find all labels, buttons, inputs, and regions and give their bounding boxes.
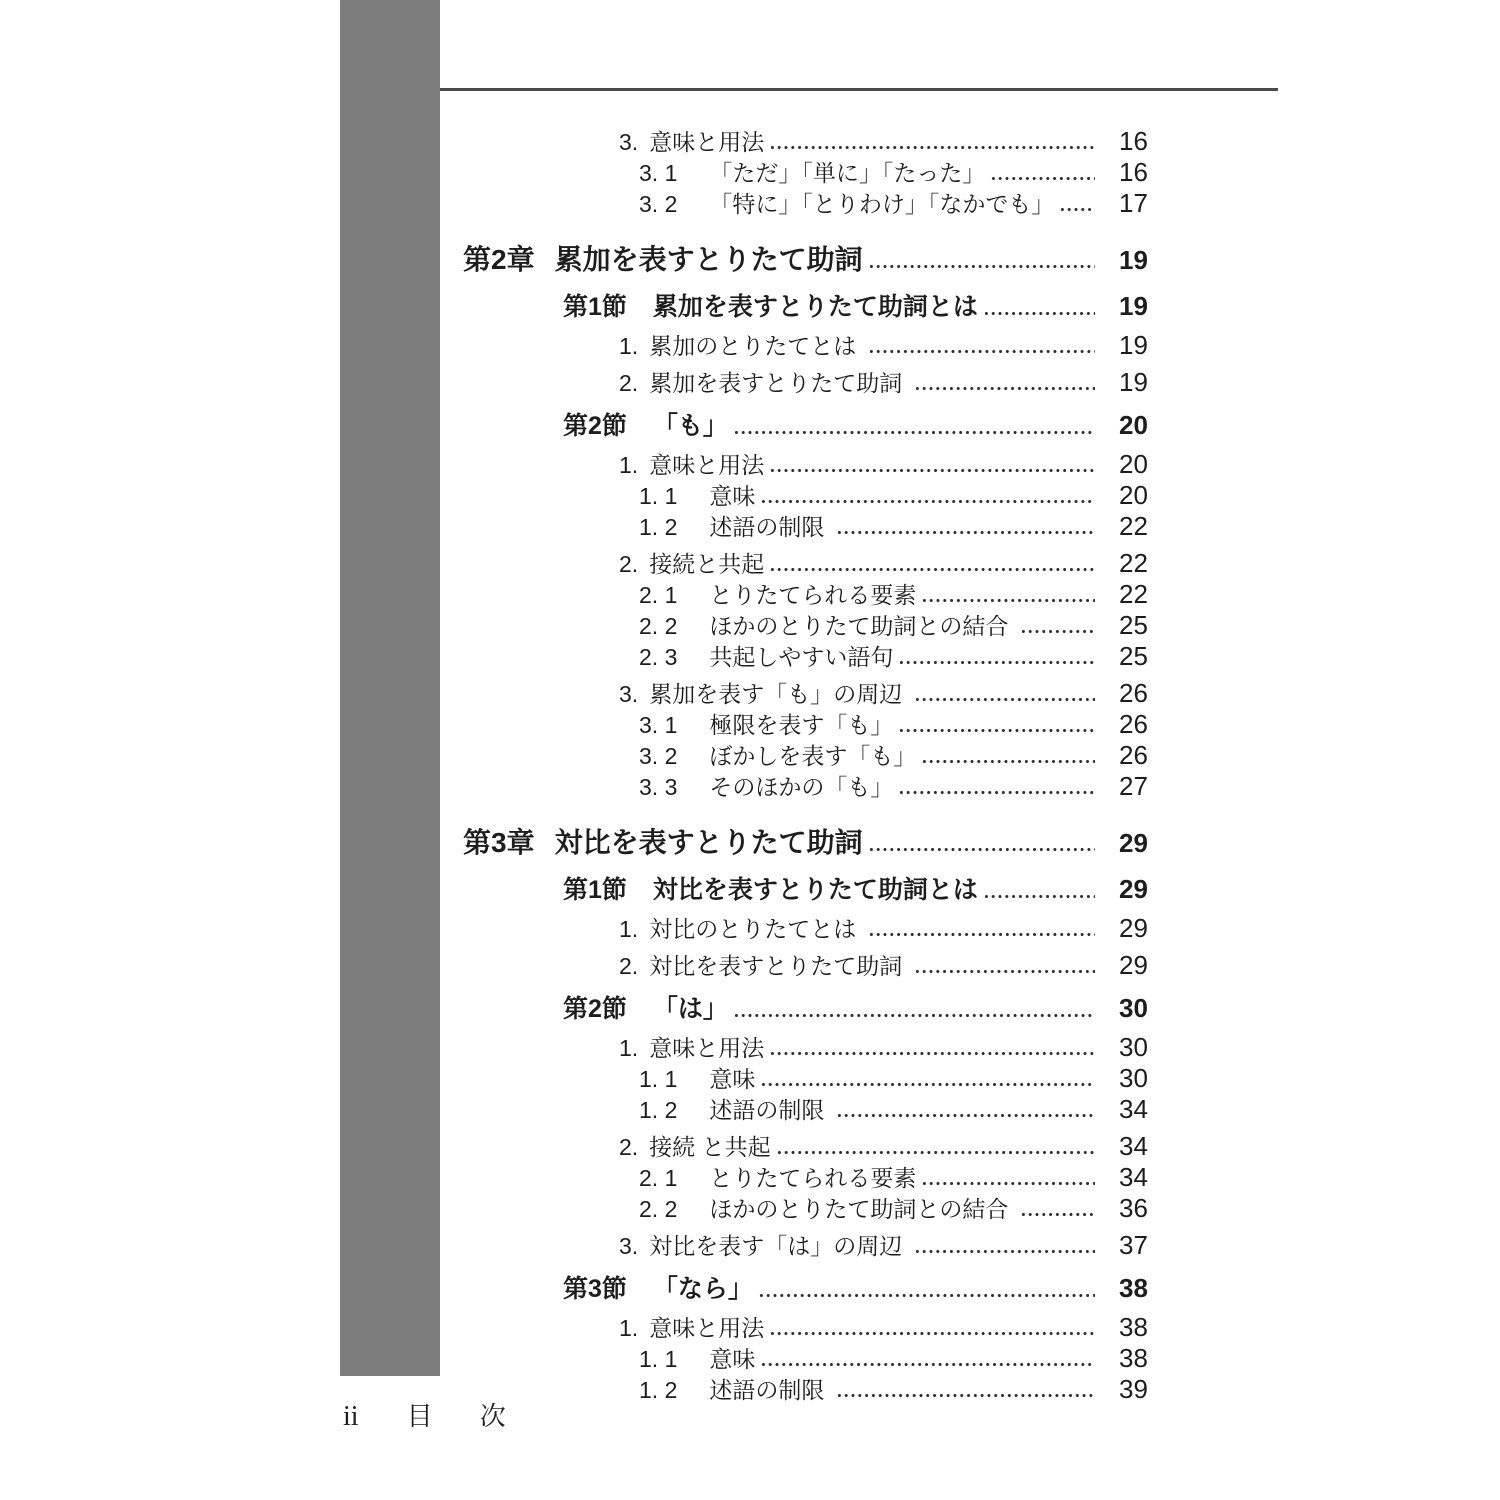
- toc-entry-number: 第1節: [563, 293, 627, 321]
- toc-entry: [463, 991, 1157, 1026]
- dot-leader: [914, 1230, 1095, 1261]
- toc-entry-page-number: 38: [1119, 1312, 1148, 1342]
- dot-leader: [769, 548, 1095, 579]
- toc-entry-title: 累加のとりたてとは: [649, 333, 863, 359]
- toc-entry-title: ぼかしを表す「も」: [709, 743, 917, 769]
- toc-entry-page-number: 30: [1119, 1063, 1148, 1093]
- toc-entry-page-number: 30: [1119, 1032, 1148, 1062]
- toc-entry-page-number: 29: [1119, 913, 1148, 943]
- dot-leader: [776, 1131, 1095, 1162]
- toc-entry: [463, 126, 1157, 157]
- footer-section-title: 目 次: [406, 1401, 526, 1431]
- dot-leader: [836, 1094, 1095, 1125]
- toc-entry-number: 2. 2: [639, 613, 678, 639]
- dot-leader: [733, 991, 1095, 1026]
- toc-entry-title: ほかのとりたて助詞との結合: [709, 1196, 1015, 1222]
- dot-leader: [769, 449, 1095, 480]
- toc-entry-title: 対比を表すとりたて助詞: [649, 953, 909, 979]
- toc-entry-page-number: 26: [1119, 678, 1148, 708]
- toc-entry: [463, 1374, 1157, 1405]
- toc-entry-page-number: 37: [1119, 1230, 1148, 1260]
- toc-entry-page-number: 26: [1119, 709, 1148, 739]
- toc-entry-page-number: 29: [1119, 874, 1148, 904]
- dot-leader: [868, 241, 1095, 279]
- toc-entry-page-number: 19: [1119, 291, 1148, 321]
- toc-entry-number: 1.: [619, 1035, 639, 1061]
- toc-entry-page-number: 38: [1119, 1343, 1148, 1373]
- header-rule: [440, 88, 1278, 91]
- dot-leader: [760, 480, 1095, 511]
- toc-entry: [463, 1032, 1157, 1063]
- toc-entry: [463, 1063, 1157, 1094]
- toc-entry-page-number: 29: [1119, 828, 1148, 858]
- toc-entry-page-number: 34: [1119, 1094, 1148, 1124]
- toc-entry-title: 接続 と共起: [649, 1134, 771, 1160]
- toc-entry-title: 接続と共起: [649, 551, 765, 577]
- toc-entry-page-number: 26: [1119, 740, 1148, 770]
- toc-entry: [463, 1343, 1157, 1374]
- toc-entry-page-number: 20: [1119, 449, 1148, 479]
- toc-entry-number: 第2章: [463, 244, 535, 275]
- toc-entry-page-number: 20: [1119, 480, 1148, 510]
- toc-entry-number: 3. 1: [639, 712, 678, 738]
- toc-entry-title: 意味: [709, 1346, 756, 1372]
- toc-entry-number: 3.: [619, 1233, 639, 1259]
- toc-entry: [463, 449, 1157, 480]
- toc-entry-page-number: 38: [1119, 1273, 1148, 1303]
- toc-entry-title: 「特に」「とりわけ」「なかでも」: [709, 191, 1055, 217]
- toc-entry-title: 「も」: [652, 412, 728, 440]
- toc-entry-title: 累加を表すとりたて助詞とは: [652, 293, 978, 321]
- toc-entry-title: 意味と用法: [649, 452, 765, 478]
- dot-leader: [921, 740, 1095, 771]
- toc-entry-page-number: 25: [1119, 610, 1148, 640]
- toc-entry-number: 2.: [619, 953, 639, 979]
- toc-entry: [463, 1131, 1157, 1162]
- toc-entry-number: 2.: [619, 1134, 639, 1160]
- toc-entry-title: 述語の制限: [709, 514, 831, 540]
- dot-leader: [769, 1312, 1095, 1343]
- toc-entry-number: 第3節: [563, 1275, 627, 1303]
- toc-entry: [463, 1162, 1157, 1193]
- toc-entry-title: 述語の制限: [709, 1377, 831, 1403]
- toc-entry-title: 累加を表すとりたて助詞: [649, 370, 909, 396]
- toc-entry-page-number: 39: [1119, 1374, 1148, 1404]
- toc-entry-title: 意味: [709, 1066, 756, 1092]
- dot-leader: [836, 1374, 1095, 1405]
- toc-entry-number: 1. 2: [639, 514, 678, 540]
- toc-entry-title: 共起しやすい語句: [709, 644, 894, 670]
- dot-leader: [914, 367, 1095, 398]
- toc-entry: [463, 1230, 1157, 1261]
- toc-entry-title: 「なら」: [652, 1275, 753, 1303]
- toc-entry: [463, 241, 1157, 279]
- toc-entry-number: 2. 2: [639, 1196, 678, 1222]
- toc-entry: [463, 1193, 1157, 1224]
- toc-entry-page-number: 22: [1119, 579, 1148, 609]
- toc-entry-number: 1. 1: [639, 1066, 678, 1092]
- toc-entry-page-number: 17: [1119, 188, 1148, 218]
- toc-entry-number: 3.: [619, 681, 639, 707]
- toc-entry-title: 対比を表すとりたて助詞: [554, 827, 863, 858]
- toc-entry-title: 対比を表すとりたて助詞とは: [652, 876, 978, 904]
- dot-leader: [758, 1271, 1095, 1306]
- toc-entry-page-number: 29: [1119, 950, 1148, 980]
- dot-leader: [983, 289, 1095, 324]
- toc-entry-title: 意味と用法: [649, 1315, 765, 1341]
- toc-entry-title: 意味: [709, 483, 756, 509]
- toc-entry-number: 3.: [619, 129, 639, 155]
- toc-entry-number: 1. 1: [639, 1346, 678, 1372]
- toc-entry-number: 1. 1: [639, 483, 678, 509]
- dot-leader: [733, 408, 1095, 443]
- toc-entry: [463, 709, 1157, 740]
- toc-entry: [463, 1271, 1157, 1306]
- toc-entry-page-number: 16: [1119, 126, 1148, 156]
- toc-entry-title: 対比のとりたてとは: [649, 916, 863, 942]
- toc-entry: [463, 872, 1157, 907]
- toc-entry-page-number: 27: [1119, 771, 1148, 801]
- toc-entry: [463, 548, 1157, 579]
- toc-entry-number: 2.: [619, 551, 639, 577]
- toc-entry-title: 累加を表すとりたて助詞: [554, 244, 863, 275]
- folio-page-number: ii: [343, 1401, 359, 1432]
- toc-entry-title: そのほかの「も」: [709, 774, 894, 800]
- toc-entry-title: とりたてられる要素: [709, 582, 917, 608]
- dot-leader: [868, 330, 1095, 361]
- dot-leader: [760, 1063, 1095, 1094]
- dot-leader: [1020, 1193, 1095, 1224]
- toc-entry: [463, 330, 1157, 361]
- toc-entry-number: 3. 1: [639, 160, 678, 186]
- toc-entry-page-number: 19: [1119, 245, 1148, 275]
- toc-entry: [463, 511, 1157, 542]
- toc-entry-number: 1.: [619, 1315, 639, 1341]
- toc-entry-page-number: 22: [1119, 511, 1148, 541]
- dot-leader: [769, 126, 1095, 157]
- toc-entry: [463, 480, 1157, 511]
- toc-entry-number: 第2節: [563, 412, 627, 440]
- toc-entry-title: 意味と用法: [649, 129, 765, 155]
- toc-entry-title: 意味と用法: [649, 1035, 765, 1061]
- dot-leader: [769, 1032, 1095, 1063]
- dot-leader: [836, 511, 1095, 542]
- toc-entry-title: 極限を表す「も」: [709, 712, 894, 738]
- dot-leader: [914, 950, 1095, 981]
- toc-entry-number: 1. 2: [639, 1097, 678, 1123]
- toc-entry-title: ほかのとりたて助詞との結合: [709, 613, 1015, 639]
- toc-entry: [463, 367, 1157, 398]
- toc-entry: [463, 913, 1157, 944]
- toc-entry-number: 2. 3: [639, 644, 678, 670]
- dot-leader: [1059, 188, 1095, 219]
- toc-entry-page-number: 16: [1119, 157, 1148, 187]
- toc-entry-number: 3. 3: [639, 774, 678, 800]
- toc-entry-number: 2. 1: [639, 1165, 678, 1191]
- toc-entry-page-number: 20: [1119, 410, 1148, 440]
- dot-leader: [898, 771, 1095, 802]
- toc-entry-page-number: 34: [1119, 1162, 1148, 1192]
- page-gutter-bar: [340, 0, 440, 1376]
- toc-entry-number: 1. 2: [639, 1377, 678, 1403]
- toc-entry-title: 累加を表す「も」の周辺: [649, 681, 909, 707]
- toc-entry: [463, 1312, 1157, 1343]
- dot-leader: [868, 824, 1095, 862]
- toc-entry: [463, 824, 1157, 862]
- dot-leader: [914, 678, 1095, 709]
- toc-entry-number: 3. 2: [639, 743, 678, 769]
- toc-entry-title: 述語の制限: [709, 1097, 831, 1123]
- dot-leader: [983, 872, 1095, 907]
- toc-entry: [463, 579, 1157, 610]
- toc-entry-title: とりたてられる要素: [709, 1165, 917, 1191]
- toc-entry-page-number: 19: [1119, 330, 1148, 360]
- toc-entry-title: 「は」: [652, 995, 728, 1023]
- toc-list: [463, 126, 1157, 1405]
- toc-entry-title: 「ただ」「単に」「たった」: [709, 160, 986, 186]
- toc-entry: [463, 771, 1157, 802]
- toc-entry: [463, 610, 1157, 641]
- dot-leader: [1020, 610, 1095, 641]
- toc-entry-page-number: 19: [1119, 367, 1148, 397]
- toc-entry: [463, 641, 1157, 672]
- toc-entry-number: 2. 1: [639, 582, 678, 608]
- dot-leader: [921, 579, 1095, 610]
- toc-entry-title: 対比を表す「は」の周辺: [649, 1233, 909, 1259]
- toc-entry-page-number: 36: [1119, 1193, 1148, 1223]
- toc-entry: [463, 289, 1157, 324]
- toc-entry-page-number: 22: [1119, 548, 1148, 578]
- toc-entry: [463, 950, 1157, 981]
- toc-entry-number: 1.: [619, 916, 639, 942]
- toc-entry: [463, 1094, 1157, 1125]
- toc-entry-number: 第1節: [563, 876, 627, 904]
- toc-entry-number: 3. 2: [639, 191, 678, 217]
- toc-entry: [463, 678, 1157, 709]
- dot-leader: [990, 157, 1095, 188]
- toc-entry-page-number: 34: [1119, 1131, 1148, 1161]
- toc-entry-number: 第2節: [563, 995, 627, 1023]
- toc-entry-number: 2.: [619, 370, 639, 396]
- toc-entry: [463, 740, 1157, 771]
- dot-leader: [898, 709, 1095, 740]
- toc-entry-number: 1.: [619, 452, 639, 478]
- toc-entry-page-number: 25: [1119, 641, 1148, 671]
- toc-entry: [463, 408, 1157, 443]
- toc-entry-number: 1.: [619, 333, 639, 359]
- dot-leader: [898, 641, 1095, 672]
- toc-entry-page-number: 30: [1119, 993, 1148, 1023]
- dot-leader: [760, 1343, 1095, 1374]
- dot-leader: [868, 913, 1095, 944]
- page-footer: [343, 1396, 526, 1433]
- toc-entry: [463, 188, 1157, 219]
- toc-entry: [463, 157, 1157, 188]
- toc-entry-number: 第3章: [463, 827, 535, 858]
- dot-leader: [921, 1162, 1095, 1193]
